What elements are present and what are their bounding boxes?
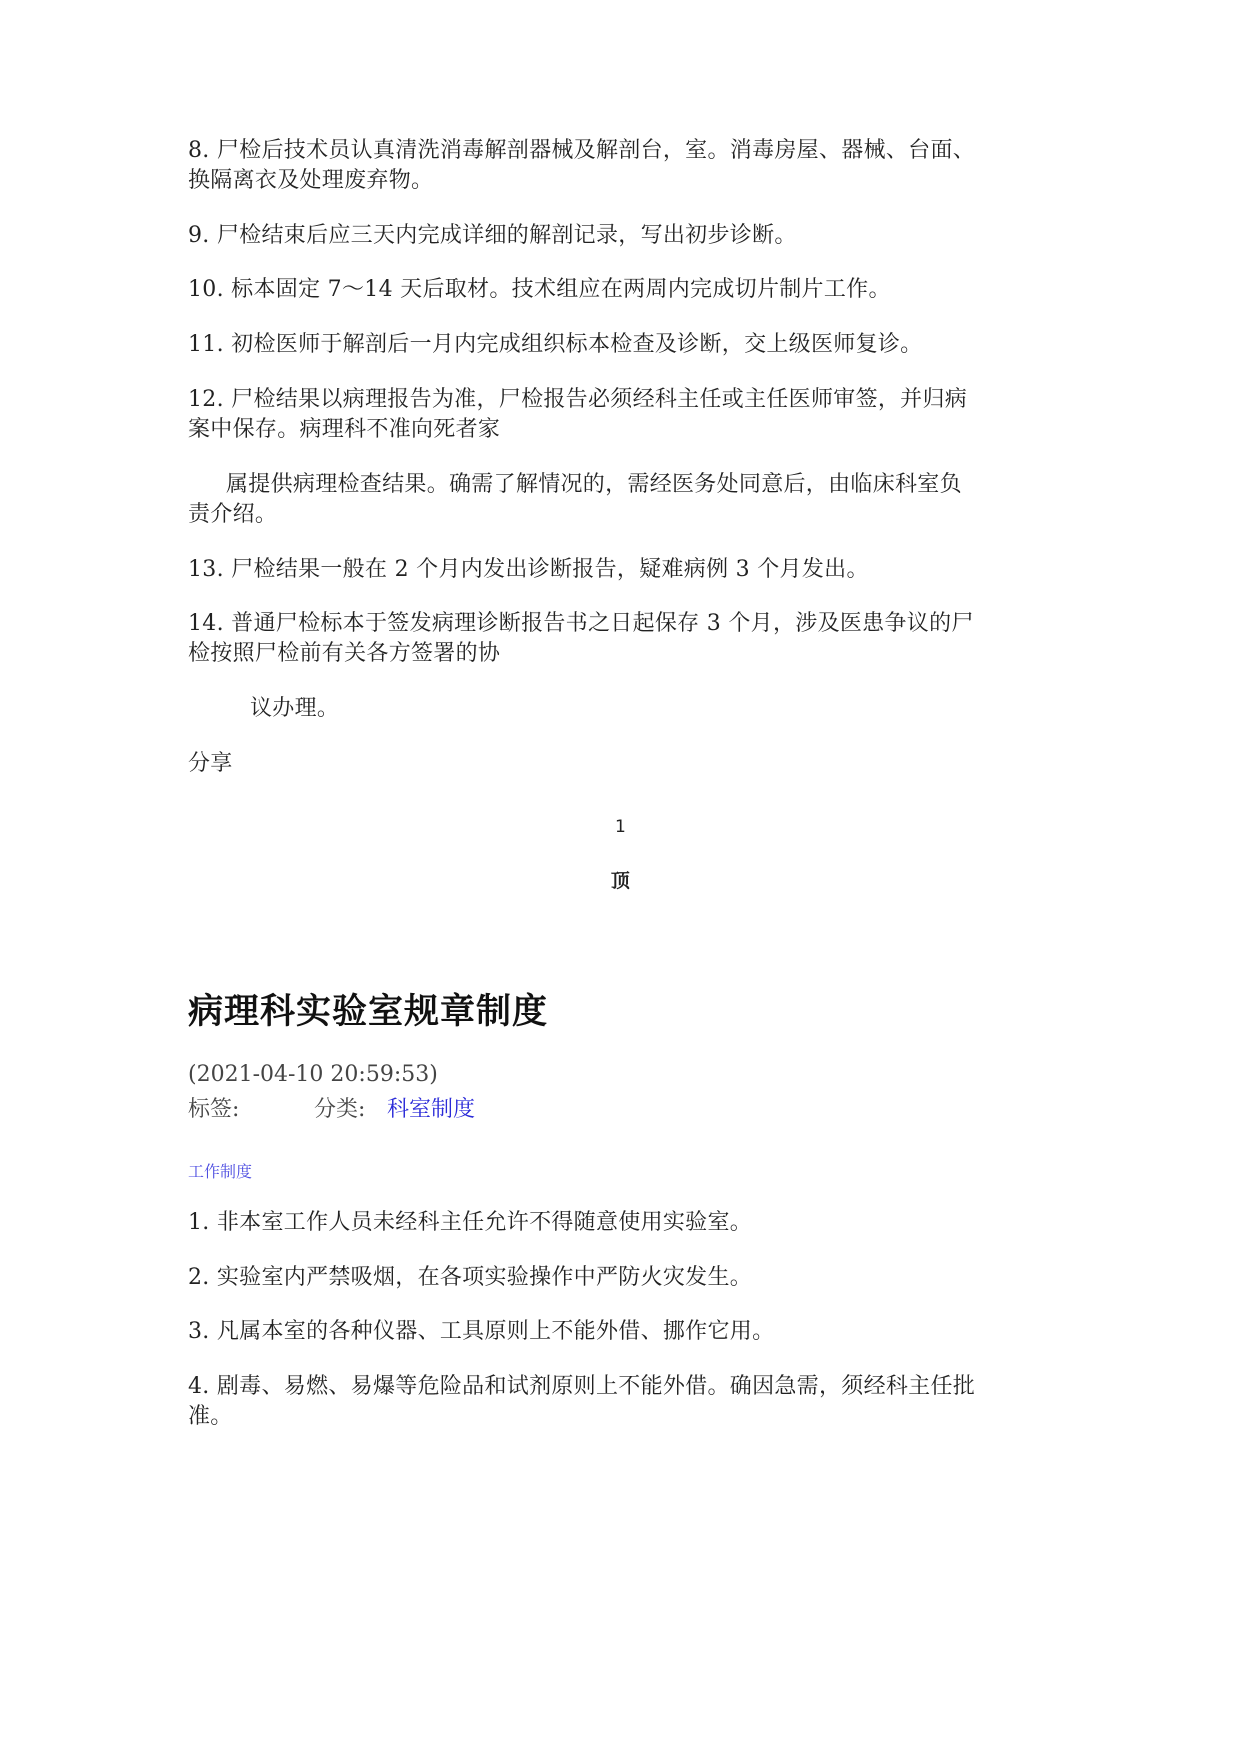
- paragraph-12-line-2: 案中保存。病理科不准向死者家: [188, 417, 501, 442]
- paragraph-12-continued-line-1: 属提供病理检查结果。确需了解情况的，需经医务处同意后，由临床科室负: [226, 472, 962, 497]
- share-link[interactable]: 分享: [188, 751, 233, 776]
- category-label: 分类:: [314, 1097, 366, 1122]
- paragraph-12-line-1: 12. 尸检结果以病理报告为准，尸检报告必须经科主任或主任医师审签，并归病: [188, 387, 968, 412]
- paragraph-11: 11. 初检医师于解剖后一月内完成组织标本检查及诊断，交上级医师复诊。: [188, 332, 923, 357]
- rule-4-line-1: 4. 剧毒、易燃、易爆等危险品和试剂原则上不能外借。确因急需，须经科主任批: [188, 1374, 976, 1399]
- paragraph-10: 10. 标本固定 7～14 天后取材。技术组应在两周内完成切片制片工作。: [188, 277, 891, 302]
- paragraph-14-continued: 议办理。: [250, 696, 340, 721]
- article-timestamp: (2021-04-10 20:59:53): [188, 1062, 438, 1087]
- paragraph-14-line-2: 检按照尸检前有关各方签署的协: [188, 641, 501, 666]
- tags-label: 标签:: [188, 1097, 240, 1122]
- back-to-top-link[interactable]: 顶: [610, 870, 631, 892]
- paragraph-14-line-1: 14. 普通尸检标本于签发病理诊断报告书之日起保存 3 个月，涉及医患争议的尸: [188, 611, 974, 636]
- rule-3: 3. 凡属本室的各种仪器、工具原则上不能外借、挪作它用。: [188, 1319, 775, 1344]
- paragraph-8-line-2: 换隔离衣及处理废弃物。: [188, 168, 434, 193]
- rule-2: 2. 实验室内严禁吸烟，在各项实验操作中严防火灾发生。: [188, 1265, 753, 1290]
- rule-1: 1. 非本室工作人员未经科主任允许不得随意使用实验室。: [188, 1210, 753, 1235]
- article-title: 病理科实验室规章制度: [188, 992, 549, 1032]
- rule-4-line-2: 准。: [188, 1404, 233, 1429]
- page-number: 1: [614, 817, 627, 837]
- paragraph-9: 9. 尸检结束后应三天内完成详细的解剖记录，写出初步诊断。: [188, 223, 797, 248]
- paragraph-13: 13. 尸检结果一般在 2 个月内发出诊断报告，疑难病例 3 个月发出。: [188, 557, 869, 582]
- category-link[interactable]: 科室制度: [387, 1097, 476, 1122]
- paragraph-8-line-1: 8. 尸检后技术员认真清洗消毒解剖器械及解剖台，室。消毒房屋、器械、台面、: [188, 138, 976, 163]
- paragraph-12-continued-line-2: 责介绍。: [188, 502, 278, 527]
- section-link[interactable]: 工作制度: [188, 1162, 253, 1181]
